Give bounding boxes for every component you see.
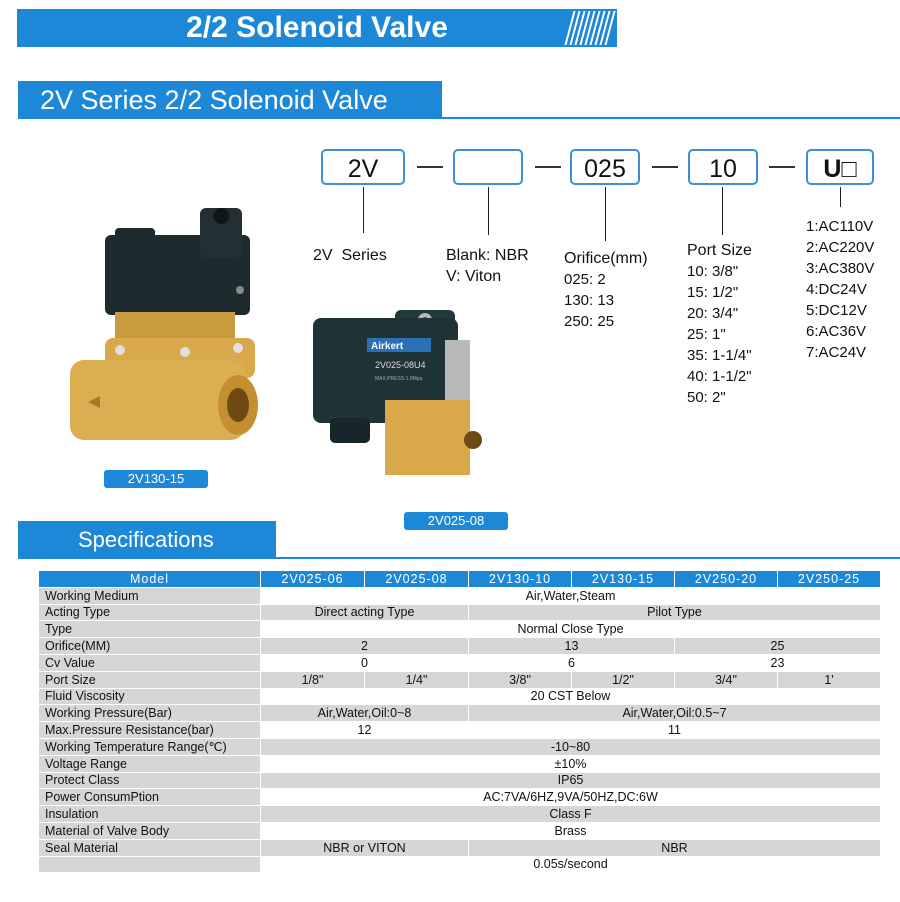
model-print: 2V025-08U4 <box>375 360 426 370</box>
dash <box>769 166 795 168</box>
orifice-legend <box>564 248 648 332</box>
code-box-orifice: 025 <box>570 149 640 185</box>
row-label: Fluid Viscosity <box>39 688 261 705</box>
banner-stripes <box>569 11 611 45</box>
cell: Air,Water,Steam <box>261 587 881 604</box>
cell: IP65 <box>261 772 881 789</box>
row-label: Power ConsumPtion <box>39 789 261 806</box>
series-title: 2V Series 2/2 Solenoid Valve <box>40 85 388 115</box>
connector-line <box>722 187 723 235</box>
table-row <box>39 705 881 722</box>
table-row <box>39 806 881 823</box>
voltage-legend-item: 1:AC110V <box>806 218 874 235</box>
cell: Brass <box>261 822 881 839</box>
table-row <box>39 839 881 856</box>
port-legend-item: 15: 1/2" <box>687 284 739 301</box>
cell: AC:7VA/6HZ,9VA/50HZ,DC:6W <box>261 789 881 806</box>
port-legend-item: 40: 1-1/2" <box>687 368 752 385</box>
table-row <box>39 604 881 621</box>
cell: 3/8" <box>469 671 572 688</box>
dash <box>417 166 443 168</box>
port-legend <box>687 240 752 408</box>
divider <box>276 557 900 559</box>
cell: 23 <box>675 654 881 671</box>
cell: 1/4" <box>365 671 469 688</box>
orifice-legend-title: Orifice(mm) <box>564 250 648 267</box>
port-legend-item: 10: 3/8" <box>687 263 739 280</box>
port-legend-item: 50: 2" <box>687 389 726 406</box>
cell: 20 CST Below <box>261 688 881 705</box>
cell: 1/2" <box>572 671 675 688</box>
cell: 25 <box>675 638 881 655</box>
voltage-legend-item: 3:AC380V <box>806 260 875 277</box>
table-row <box>39 654 881 671</box>
column-header: 2V025-08 <box>365 571 469 588</box>
specifications-title: Specifications <box>78 527 214 552</box>
row-label <box>39 856 261 873</box>
code-box-series: 2V <box>321 149 405 185</box>
table-header-row <box>39 571 881 588</box>
voltage-legend <box>806 216 874 363</box>
cell: Air,Water,Oil:0~8 <box>261 705 469 722</box>
table-row <box>39 621 881 638</box>
cell: 12 <box>261 722 469 739</box>
dash <box>652 166 678 168</box>
voltage-legend-item: 7:AC24V <box>806 344 867 361</box>
voltage-legend-item: 2:AC220V <box>806 239 875 256</box>
table-row <box>39 671 881 688</box>
column-header: 2V130-10 <box>469 571 572 588</box>
pressure-print: MAX.PRESS:1.0Mpa <box>375 376 423 382</box>
valve-2v130-15-image <box>60 200 270 460</box>
orifice-legend-item: 250: 25 <box>564 313 615 330</box>
cell: 2 <box>261 638 469 655</box>
row-label: Acting Type <box>39 604 261 621</box>
caption-2v130-15: 2V130-15 <box>104 470 208 488</box>
table-row <box>39 738 881 755</box>
row-label: Port Size <box>39 671 261 688</box>
page-title: 2/2 Solenoid Valve <box>186 11 448 44</box>
code-box-port: 10 <box>688 149 758 185</box>
cell: 0.05s/second <box>261 856 881 873</box>
divider <box>442 117 900 119</box>
cell: Air,Water,Oil:0.5~7 <box>469 705 881 722</box>
table-row <box>39 638 881 655</box>
cell: 0 <box>261 654 469 671</box>
cell: 13 <box>469 638 675 655</box>
top-banner <box>17 9 617 47</box>
caption-2v025-08: 2V025-08 <box>404 512 508 530</box>
seal-legend-item: Blank: NBR <box>446 247 529 264</box>
series-label: 2V Series <box>313 247 387 264</box>
port-legend-item: 35: 1-1/4" <box>687 347 752 364</box>
brand-label: Airkert <box>371 341 404 352</box>
table-row <box>39 688 881 705</box>
table-row <box>39 755 881 772</box>
voltage-legend-item: 4:DC24V <box>806 281 867 298</box>
column-header: 2V250-25 <box>778 571 881 588</box>
cell: 1' <box>778 671 881 688</box>
series-banner <box>18 81 442 119</box>
cell: ±10% <box>261 755 881 772</box>
cell: NBR <box>469 839 881 856</box>
table-row <box>39 856 881 873</box>
row-label: Orifice(MM) <box>39 638 261 655</box>
connector-line <box>488 187 489 235</box>
port-legend-item: 25: 1" <box>687 326 726 343</box>
port-legend-title: Port Size <box>687 242 752 259</box>
row-label: Type <box>39 621 261 638</box>
row-label: Material of Valve Body <box>39 822 261 839</box>
valve-2v025-08-image <box>305 300 505 480</box>
voltage-legend-item: 5:DC12V <box>806 302 867 319</box>
row-label: Working Temperature Range(℃) <box>39 738 261 755</box>
table-row <box>39 789 881 806</box>
orifice-legend-item: 025: 2 <box>564 271 606 288</box>
seal-legend <box>446 245 529 287</box>
row-label: Protect Class <box>39 772 261 789</box>
seal-legend-item: V: Viton <box>446 268 502 285</box>
row-label: Voltage Range <box>39 755 261 772</box>
cell: Direct acting Type <box>261 604 469 621</box>
code-box-voltage: U□ <box>806 149 874 185</box>
row-label: Max.Pressure Resistance(bar) <box>39 722 261 739</box>
spec-table <box>38 570 881 873</box>
orifice-legend-item: 130: 13 <box>564 292 615 309</box>
port-legend-item: 20: 3/4" <box>687 305 739 322</box>
connector-line <box>605 187 606 241</box>
row-label: Insulation <box>39 806 261 823</box>
table-row <box>39 772 881 789</box>
connector-line <box>363 187 364 233</box>
column-header: 2V025-06 <box>261 571 365 588</box>
row-label: Working Pressure(Bar) <box>39 705 261 722</box>
code-box-seal <box>453 149 523 185</box>
cell: Pilot Type <box>469 604 881 621</box>
column-header: 2V130-15 <box>572 571 675 588</box>
specifications-banner <box>18 521 276 559</box>
table-row <box>39 722 881 739</box>
row-label: Working Medium <box>39 587 261 604</box>
dash <box>535 166 561 168</box>
voltage-legend-item: 6:AC36V <box>806 323 867 340</box>
connector-line <box>840 187 841 207</box>
column-header: Model <box>39 571 261 588</box>
cell: Normal Close Type <box>261 621 881 638</box>
cell: 11 <box>469 722 881 739</box>
cell: -10~80 <box>261 738 881 755</box>
column-header: 2V250-20 <box>675 571 778 588</box>
cell: 3/4" <box>675 671 778 688</box>
cell: Class F <box>261 806 881 823</box>
table-row <box>39 587 881 604</box>
cell: 1/8" <box>261 671 365 688</box>
row-label: Seal Material <box>39 839 261 856</box>
cell: NBR or VITON <box>261 839 469 856</box>
cell: 6 <box>469 654 675 671</box>
row-label: Cv Value <box>39 654 261 671</box>
table-row <box>39 822 881 839</box>
